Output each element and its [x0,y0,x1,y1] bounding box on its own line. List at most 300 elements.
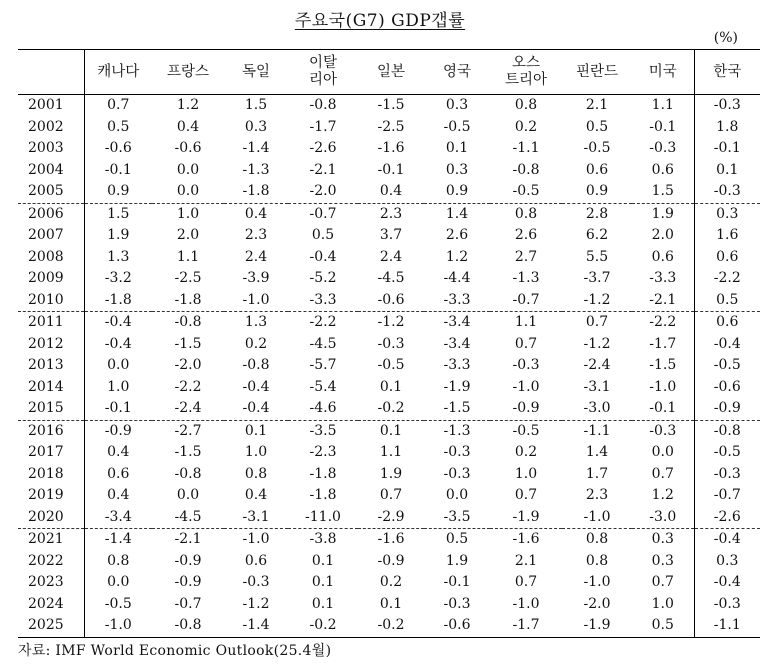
value-cell-italy: -4.6 [288,398,358,420]
table-title: 주요국(G7) GDP갭률 [294,11,466,31]
value-cell-italy: 0.1 [311,595,335,612]
value-cell-germany: 0.4 [244,205,268,222]
value-cell-finland: -2.0 [583,595,611,612]
value-cell-korea: 1.8 [694,117,760,139]
value-cell-france: -2.4 [152,398,224,420]
value-cell-austria: 0.7 [514,487,538,504]
year-cell: 2022 [18,551,84,573]
value-cell-finland: 0.6 [585,161,609,178]
value-cell-germany: -1.2 [242,595,270,612]
value-cell-canada: -0.5 [104,595,132,612]
value-cell-canada: 0.4 [107,487,130,504]
value-cell-italy: 0.1 [311,574,335,591]
value-cell-korea: -2.6 [694,507,760,529]
value-cell-usa: 0.7 [651,574,674,591]
table-row [18,160,760,182]
value-cell-usa: 2.0 [651,227,674,244]
value-cell-canada: -0.4 [104,335,132,352]
table-row [18,138,760,160]
value-cell-uk: -3.4 [443,335,471,352]
value-cell-france: -1.5 [174,335,202,352]
value-cell-germany: 0.6 [244,552,268,569]
value-cell-korea: 0.5 [694,290,760,312]
value-cell-korea: -0.4 [694,529,760,551]
value-cell-finland: 2.1 [585,97,609,114]
value-cell-finland: -3.1 [583,378,611,395]
value-cell-korea: -0.9 [694,398,760,420]
column-header-finland: 핀란드 [575,63,619,80]
value-cell-uk: -1.9 [443,378,471,395]
value-cell-france: -0.6 [174,140,202,157]
value-cell-finland: 0.8 [585,531,609,548]
value-cell-uk: -0.3 [443,595,471,612]
value-cell-france: 0.0 [152,181,224,203]
corner-cell [18,50,84,95]
value-cell-usa: 0.3 [651,531,674,548]
value-cell-finland: -1.0 [562,507,632,529]
year-cell: 2005 [18,181,84,203]
year-cell: 2016 [18,420,84,442]
value-cell-korea: 0.1 [694,160,760,182]
value-cell-canada: -0.1 [104,161,132,178]
value-cell-finland: -1.1 [583,422,611,439]
value-cell-japan: 0.4 [358,181,424,203]
value-cell-austria: 0.7 [514,574,538,591]
value-cell-uk: -0.6 [424,615,490,637]
value-cell-uk: -4.4 [443,270,471,287]
value-cell-italy: -5.4 [309,378,337,395]
value-cell-austria: -0.5 [512,422,540,439]
value-cell-austria: -1.1 [512,140,540,157]
value-cell-italy: -0.7 [309,205,337,222]
value-cell-canada: 0.4 [107,444,130,461]
value-cell-usa: 0.7 [651,465,674,482]
value-cell-austria: 1.0 [514,465,538,482]
value-cell-austria: -1.9 [490,507,562,529]
value-cell-korea: -0.7 [694,485,760,507]
value-cell-italy: -0.2 [288,615,358,637]
value-cell-france: 1.0 [176,205,200,222]
value-cell-usa: 1.2 [651,487,674,504]
value-cell-finland: 1.7 [585,465,609,482]
value-cell-italy: -2.6 [309,140,337,157]
year-cell: 2006 [18,203,84,225]
value-cell-korea: -0.4 [694,572,760,594]
value-cell-usa: -1.5 [649,357,677,374]
value-cell-france: 1.2 [176,97,200,114]
header-row [18,50,760,95]
value-cell-japan: -1.6 [377,140,405,157]
value-cell-japan: -1.5 [377,97,405,114]
value-cell-uk: -0.3 [443,465,471,482]
table-row [18,225,760,247]
value-cell-usa: 0.6 [651,248,674,265]
value-cell-japan: 2.3 [379,205,403,222]
column-header-italy: 이탈 리아 [308,55,337,88]
column-header-austria: 오스 트리아 [504,55,548,88]
value-cell-germany: -3.9 [242,270,270,287]
value-cell-france: -1.5 [174,444,202,461]
value-cell-austria: -0.8 [512,161,540,178]
value-cell-canada: -1.4 [104,531,132,548]
value-cell-finland: -3.0 [562,398,632,420]
value-cell-uk: -0.3 [443,444,471,461]
value-cell-usa: 1.1 [651,97,674,114]
value-cell-finland: -2.4 [583,357,611,374]
value-cell-germany: 0.8 [244,465,268,482]
year-cell: 2017 [18,442,84,464]
value-cell-italy: -2.1 [309,161,337,178]
value-cell-japan: -0.2 [358,398,424,420]
value-cell-canada: -3.2 [104,270,132,287]
value-cell-austria: -0.5 [490,181,562,203]
column-header-usa: 미국 [648,63,677,80]
value-cell-italy: -1.8 [309,465,337,482]
year-cell: 2024 [18,594,84,616]
value-cell-usa: -0.3 [649,422,677,439]
year-cell: 2018 [18,464,84,486]
value-cell-finland: -1.2 [562,290,632,312]
value-cell-uk: -0.5 [443,118,471,135]
table-row [18,247,760,269]
value-cell-japan: -0.9 [377,552,405,569]
value-cell-uk: 2.6 [445,227,469,244]
value-cell-japan: -0.2 [358,615,424,637]
table-row [18,442,760,464]
value-cell-france: -2.0 [174,357,202,374]
value-cell-usa: 0.3 [651,552,674,569]
value-cell-france: -0.9 [174,574,202,591]
value-cell-austria: 2.6 [514,227,538,244]
value-cell-italy: -2.2 [309,314,337,331]
value-cell-finland: 0.7 [585,314,609,331]
value-cell-usa: -3.3 [649,270,677,287]
value-cell-austria: 0.2 [514,444,538,461]
value-cell-austria: 2.7 [514,248,538,265]
value-cell-italy: -5.2 [309,270,337,287]
value-cell-austria: 2.1 [514,552,538,569]
value-cell-austria: 1.1 [514,314,538,331]
value-cell-uk: -0.1 [443,574,471,591]
value-cell-uk: 0.3 [445,97,469,114]
value-cell-japan: 3.7 [379,227,403,244]
value-cell-germany: -1.3 [242,161,270,178]
value-cell-italy: -4.5 [309,335,337,352]
value-cell-korea: 0.3 [694,551,760,573]
value-cell-austria: -0.9 [490,398,562,420]
year-cell: 2015 [18,398,84,420]
value-cell-canada: 0.0 [107,574,130,591]
value-cell-germany: -0.8 [242,357,270,374]
value-cell-canada: 1.3 [107,248,130,265]
gdp-gap-table [18,49,760,638]
value-cell-japan: -1.6 [377,531,405,548]
year-cell: 2011 [18,312,84,334]
value-cell-finland: -0.5 [583,140,611,157]
value-cell-france: -0.7 [174,595,202,612]
value-cell-germany: 0.3 [244,118,268,135]
value-cell-austria: -1.6 [512,531,540,548]
column-header-canada: 캐나다 [97,63,140,80]
value-cell-japan: 0.1 [379,595,403,612]
value-cell-france: -0.8 [174,314,202,331]
year-cell: 2004 [18,160,84,182]
value-cell-finland: 2.8 [585,205,609,222]
value-cell-italy: -1.7 [309,118,337,135]
value-cell-usa: -1.7 [649,335,677,352]
value-cell-italy: -11.0 [288,507,358,529]
value-cell-usa: -1.0 [649,378,677,395]
year-cell: 2008 [18,247,84,269]
value-cell-austria: -1.0 [512,595,540,612]
year-cell: 2001 [18,95,84,117]
value-cell-france: 1.1 [176,248,200,265]
value-cell-canada: -0.1 [84,398,152,420]
value-cell-japan: 2.4 [379,248,403,265]
value-cell-canada: 0.7 [107,97,130,114]
value-cell-germany: 1.5 [244,97,268,114]
value-cell-japan: 0.2 [379,574,403,591]
year-cell: 2010 [18,290,84,312]
value-cell-austria: -1.0 [512,378,540,395]
table-row [18,507,760,529]
year-cell: 2013 [18,355,84,377]
table-row [18,203,760,225]
value-cell-canada: 0.8 [107,552,130,569]
year-cell: 2002 [18,117,84,139]
value-cell-finland: 0.9 [562,181,632,203]
value-cell-france: -2.5 [174,270,202,287]
value-cell-usa: 1.9 [651,205,674,222]
value-cell-canada: 0.5 [107,118,130,135]
table-row [18,615,760,637]
table-row [18,290,760,312]
value-cell-finland: -3.7 [583,270,611,287]
table-row [18,355,760,377]
value-cell-usa: -2.2 [649,314,677,331]
value-cell-uk: 0.5 [445,531,469,548]
value-cell-uk: -3.3 [443,357,471,374]
value-cell-canada: 0.6 [107,465,130,482]
table-row [18,529,760,551]
year-cell: 2003 [18,138,84,160]
year-cell: 2007 [18,225,84,247]
table-row [18,117,760,139]
value-cell-austria: -0.7 [490,290,562,312]
value-cell-austria: -1.7 [490,615,562,637]
value-cell-italy: -3.3 [288,290,358,312]
value-cell-austria: -1.3 [512,270,540,287]
table-row [18,268,760,290]
year-cell: 2021 [18,529,84,551]
value-cell-germany: 1.0 [244,444,268,461]
value-cell-finland: -1.0 [583,574,611,591]
value-cell-germany: -1.0 [242,531,270,548]
value-cell-usa: 1.5 [632,181,694,203]
column-header-france: 프랑스 [166,63,210,80]
value-cell-usa: -3.0 [632,507,694,529]
value-cell-korea: -0.3 [694,464,760,486]
value-cell-uk: 1.4 [445,205,469,222]
value-cell-canada: 1.5 [107,205,130,222]
value-cell-austria: 0.8 [514,205,538,222]
table-row [18,95,760,117]
value-cell-finland: -1.9 [562,615,632,637]
value-cell-finland: 0.8 [585,552,609,569]
value-cell-korea: -0.5 [694,442,760,464]
value-cell-canada: -0.4 [104,314,132,331]
value-cell-japan: -4.5 [377,270,405,287]
value-cell-germany: -0.3 [242,574,270,591]
value-cell-usa: 0.5 [632,615,694,637]
table-row [18,377,760,399]
value-cell-japan: 1.1 [379,444,403,461]
table-row [18,464,760,486]
table-row [18,551,760,573]
value-cell-usa: 0.6 [651,161,674,178]
value-cell-usa: -2.1 [632,290,694,312]
value-cell-japan: 0.1 [379,378,403,395]
value-cell-germany: 0.1 [244,422,268,439]
value-cell-japan: -0.6 [358,290,424,312]
value-cell-italy: -0.4 [309,248,337,265]
value-cell-germany: -0.4 [224,398,288,420]
value-cell-france: -2.2 [174,378,202,395]
value-cell-japan: 0.1 [379,422,403,439]
value-cell-italy: -3.8 [309,531,337,548]
value-cell-usa: 0.0 [651,444,674,461]
value-cell-germany: -3.1 [224,507,288,529]
value-cell-france: -2.7 [174,422,202,439]
table-row [18,572,760,594]
value-cell-germany: -1.4 [224,615,288,637]
value-cell-usa: -0.1 [649,118,677,135]
value-cell-korea: 0.3 [694,203,760,225]
value-cell-finland: 1.4 [585,444,609,461]
value-cell-austria: -0.3 [512,357,540,374]
value-cell-uk: 0.1 [445,140,469,157]
source-note: 자료: IMF World Economic Outlook(25.4월) [18,643,332,659]
year-cell: 2020 [18,507,84,529]
value-cell-france: -0.9 [174,552,202,569]
value-cell-canada: -1.8 [84,290,152,312]
value-cell-korea: 0.6 [694,312,760,334]
value-cell-korea: -2.2 [694,268,760,290]
value-cell-uk: 1.9 [445,552,469,569]
value-cell-japan: -0.3 [377,335,405,352]
table-row [18,398,760,420]
value-cell-finland: 2.3 [585,487,609,504]
column-header-uk: 영국 [442,63,471,80]
year-cell: 2014 [18,377,84,399]
value-cell-usa: -0.3 [649,140,677,157]
value-cell-canada: -3.4 [84,507,152,529]
value-cell-uk: 0.3 [445,161,469,178]
value-cell-italy: -5.7 [309,357,337,374]
value-cell-canada: -0.9 [104,422,132,439]
value-cell-uk: 0.9 [424,181,490,203]
value-cell-korea: -0.3 [694,181,760,203]
unit-label: (%) [713,30,738,46]
value-cell-austria: 0.7 [514,335,538,352]
value-cell-france: -0.8 [152,615,224,637]
value-cell-japan: -0.1 [377,161,405,178]
value-cell-korea: 1.6 [694,225,760,247]
value-cell-france: -2.1 [174,531,202,548]
value-cell-austria: 0.2 [514,118,538,135]
value-cell-korea: -0.8 [694,420,760,442]
column-header-japan: 일본 [376,63,405,80]
year-cell: 2009 [18,268,84,290]
column-header-korea: 한국 [694,50,760,95]
year-cell: 2025 [18,615,84,637]
value-cell-uk: -1.3 [443,422,471,439]
value-cell-austria: 0.8 [514,97,538,114]
value-cell-germany: -0.4 [242,378,270,395]
value-cell-germany: -1.8 [224,181,288,203]
value-cell-italy: -1.8 [309,487,337,504]
value-cell-france: 0.0 [176,161,200,178]
table-row [18,420,760,442]
value-cell-france: -1.8 [152,290,224,312]
value-cell-japan: -0.5 [377,357,405,374]
value-cell-canada: 0.0 [107,357,130,374]
value-cell-uk: -3.3 [424,290,490,312]
value-cell-korea: -0.3 [694,95,760,117]
value-cell-usa: 1.0 [651,595,674,612]
value-cell-france: -4.5 [152,507,224,529]
value-cell-finland: 0.5 [585,118,609,135]
value-cell-canada: 1.9 [107,227,130,244]
value-cell-germany: 1.3 [244,314,268,331]
value-cell-finland: 6.2 [585,227,609,244]
value-cell-uk: -3.5 [424,507,490,529]
table-row [18,485,760,507]
value-cell-korea: 0.6 [694,247,760,269]
value-cell-canada: 0.9 [84,181,152,203]
value-cell-germany: -1.4 [242,140,270,157]
value-cell-japan: -2.5 [377,118,405,135]
table-row [18,312,760,334]
value-cell-japan: -1.2 [377,314,405,331]
value-cell-japan: 1.9 [379,465,403,482]
value-cell-korea: -1.1 [694,615,760,637]
value-cell-italy: -3.5 [309,422,337,439]
value-cell-uk: -3.4 [443,314,471,331]
value-cell-italy: -2.3 [309,444,337,461]
value-cell-france: 2.0 [176,227,200,244]
year-cell: 2023 [18,572,84,594]
value-cell-korea: -0.1 [694,138,760,160]
value-cell-korea: -0.6 [694,377,760,399]
value-cell-france: 0.0 [176,487,200,504]
value-cell-korea: -0.3 [694,594,760,616]
value-cell-canada: -1.0 [84,615,152,637]
value-cell-canada: 1.0 [107,378,130,395]
value-cell-uk: -1.5 [424,398,490,420]
value-cell-italy: 0.5 [311,227,335,244]
value-cell-korea: -0.4 [694,334,760,356]
value-cell-germany: 0.2 [244,335,268,352]
value-cell-usa: -0.1 [632,398,694,420]
value-cell-finland: -1.2 [583,335,611,352]
year-cell: 2019 [18,485,84,507]
column-header-germany: 독일 [241,63,270,80]
value-cell-uk: 0.0 [445,487,469,504]
year-cell: 2012 [18,334,84,356]
value-cell-italy: -2.0 [288,181,358,203]
value-cell-germany: 2.4 [244,248,268,265]
